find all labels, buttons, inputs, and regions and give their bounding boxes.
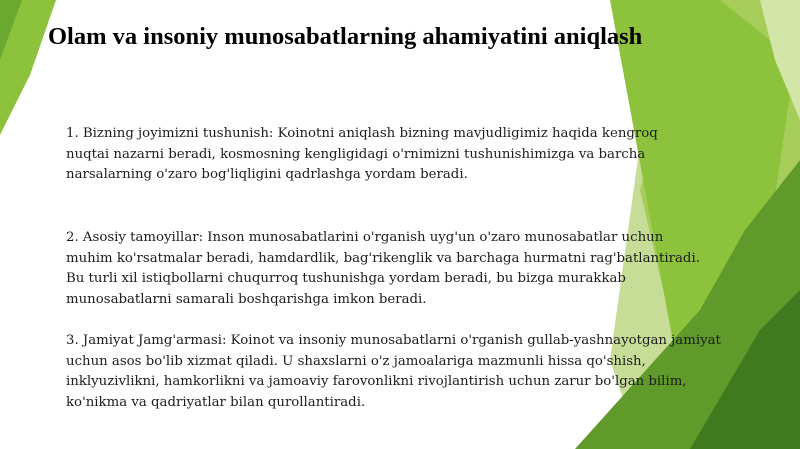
paragraph-line: inklyuzivlikni, hamkorlikni va jamoaviy farovonlikni rivojlantirish uchun zarur bo'lgan bilim,: [66, 374, 687, 389]
paragraph-2: [66, 228, 700, 310]
slide-title: Olam va insoniy munosabatlarning ahamiyatini aniqlash: [48, 23, 643, 50]
paragraph-line: Bu turli xil istiqbollarni chuqurroq tushunishga yordam beradi, bu bizga murakkab: [66, 271, 626, 286]
paragraph-line: 3. Jamiyat Jamg'armasi: Koinot va insoniy munosabatlarni o'rganish gullab-yashnayotgan jamiyat: [66, 333, 721, 348]
paragraph-line: muhim ko'rsatmalar beradi, hamdardlik, bag'rikenglik va barchaga hurmatni rag'batlantiradi.: [66, 250, 700, 266]
paragraph-line: 2. Asosiy tamoyillar: Inson munosabatlarini o'rganish uyg'un o'zaro munosabatlar uchun: [66, 230, 664, 245]
paragraph-3: [66, 331, 721, 413]
paragraph-line: uchun asos bo'lib xizmat qiladi. U shaxslarni o'z jamoalariga mazmunli hissa qo'shish,: [66, 353, 646, 369]
paragraph-line: nuqtai nazarni beradi, kosmosning kengligidagi o'rnimizni tushunishimizga va barcha: [66, 146, 646, 162]
paragraph-line: 1. Bizning joyimizni tushunish: Koinotni aniqlash bizning mavjudligimiz haqida kengroq: [66, 126, 658, 141]
paragraph-line: ko'nikma va qadriyatlar bilan qurollantiradi.: [66, 394, 366, 410]
paragraph-line: munosabatlarni samarali boshqarishga imkon beradi.: [66, 291, 427, 307]
paragraph-1: [66, 124, 658, 186]
paragraph-line: narsalarning o'zaro bog'liqligini qadrlashga yordam beradi.: [66, 167, 468, 182]
